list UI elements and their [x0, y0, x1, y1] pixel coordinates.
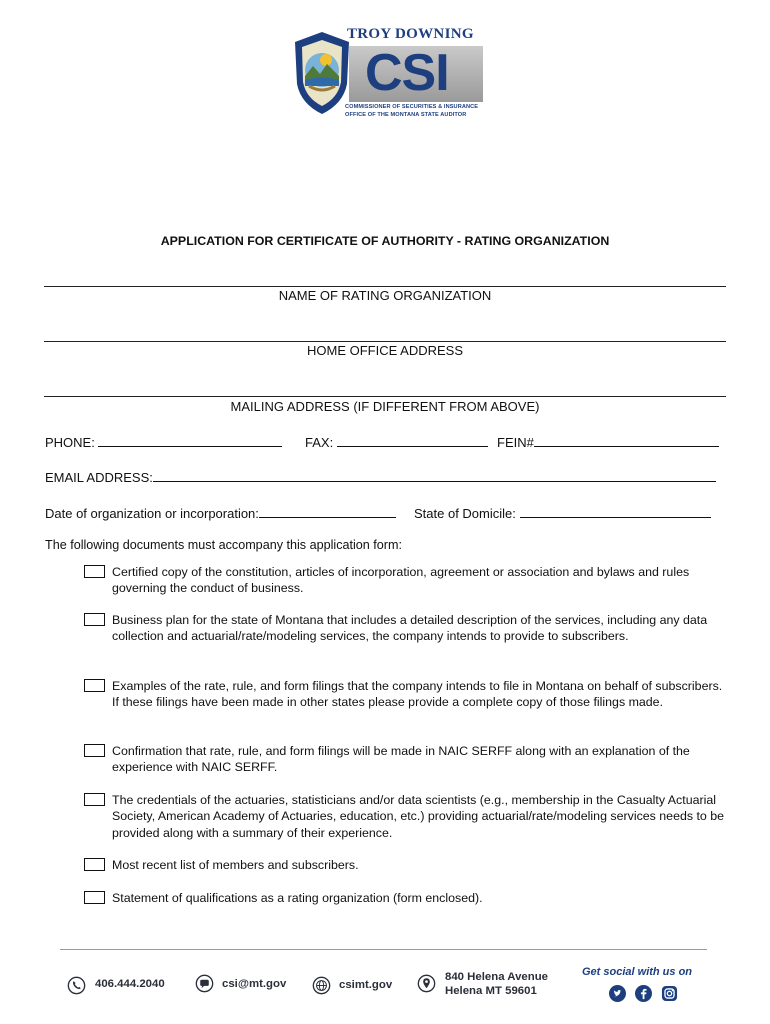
home-office-input-line[interactable]	[44, 341, 726, 342]
footer-website[interactable]: csimt.gov	[339, 979, 393, 991]
fax-label: FAX:	[305, 435, 334, 450]
date-label: Date of organization or incorporation:	[45, 506, 259, 521]
fein-label: FEIN#	[497, 435, 534, 450]
fein-field	[497, 434, 719, 450]
name-caption: NAME OF RATING ORGANIZATION	[278, 288, 492, 303]
fax-input[interactable]	[337, 434, 488, 447]
date-input[interactable]	[259, 505, 396, 518]
fein-input[interactable]	[534, 434, 719, 447]
location-pin-icon	[417, 974, 436, 993]
footer-email[interactable]: csi@mt.gov	[222, 978, 287, 990]
document-checkbox[interactable]	[84, 858, 105, 871]
document-item-text: Examples of the rate, rule, and form filings that the company intends to file in Montana on behalf of subscribers. If these filings have been made in other states please provide a complete copy of those filings made.	[112, 679, 723, 710]
footer-address-line2: Helena MT 59601	[445, 985, 537, 997]
logo-name: TROY DOWNING	[347, 26, 474, 42]
domicile-field	[414, 505, 711, 521]
name-input-line[interactable]	[44, 286, 726, 287]
footer-divider	[60, 949, 707, 950]
email-field	[45, 469, 716, 485]
phone-label: PHONE:	[45, 435, 95, 450]
mailing-input-line[interactable]	[44, 396, 726, 397]
page-title: APPLICATION FOR CERTIFICATE OF AUTHORITY - RATING ORGANIZATION	[160, 234, 610, 248]
footer-address-line1: 840 Helena Avenue	[445, 971, 548, 983]
csi-logo	[293, 26, 493, 122]
phone-field	[45, 434, 282, 450]
document-checkbox[interactable]	[84, 679, 105, 692]
document-checkbox[interactable]	[84, 891, 105, 904]
document-item-text: Certified copy of the constitution, articles of incorporation, agreement or association and bylaws and rules governing the conduct of business.	[112, 565, 690, 596]
domicile-input[interactable]	[520, 505, 711, 518]
logo-acronym: CSI	[365, 44, 449, 102]
logo-subtitle-1: COMMISSIONER OF SECURITIES & INSURANCE	[345, 104, 479, 110]
footer-phone[interactable]: 406.444.2040	[95, 978, 165, 990]
facebook-icon[interactable]	[635, 985, 652, 1002]
date-field	[45, 505, 396, 521]
document-item-text: Business plan for the state of Montana that includes a detailed description of the services, including any data collection and actuarial/rate/modeling services, the company intends to provide to subscribers.	[112, 613, 708, 644]
document-item-text: Statement of qualifications as a rating organization (form enclosed).	[112, 891, 483, 905]
home-office-caption: HOME OFFICE ADDRESS	[306, 343, 464, 358]
phone-input[interactable]	[98, 434, 282, 447]
email-input[interactable]	[153, 469, 716, 482]
logo-subtitle-2: OFFICE OF THE MONTANA STATE AUDITOR	[345, 112, 467, 118]
fax-field	[305, 434, 488, 450]
documents-intro: The following documents must accompany this application form:	[45, 538, 402, 552]
document-item-text: The credentials of the actuaries, statisticians and/or data scientists (e.g., membership in the Casualty Actuarial Society, American Academy of Actuaries, education, etc.) providing actuarial/rate/modeling services needs to be provided along with a summary of their experience.	[112, 793, 725, 840]
document-checkbox[interactable]	[84, 793, 105, 806]
montana-seal-icon	[293, 30, 351, 116]
phone-icon	[67, 976, 86, 995]
document-item-text: Confirmation that rate, rule, and form filings will be made in NAIC SERFF along with an explanation of the experience with NAIC SERFF.	[112, 744, 690, 775]
globe-icon	[312, 976, 331, 995]
chat-icon	[195, 974, 214, 993]
document-checkbox[interactable]	[84, 744, 105, 757]
mailing-caption: MAILING ADDRESS (IF DIFFERENT FROM ABOVE)	[230, 399, 540, 414]
document-checkbox[interactable]	[84, 613, 105, 626]
social-label: Get social with us on	[582, 966, 693, 978]
email-label: EMAIL ADDRESS:	[45, 470, 153, 485]
document-checkbox[interactable]	[84, 565, 105, 578]
document-item-text: Most recent list of members and subscribers.	[112, 858, 359, 872]
domicile-label: State of Domicile:	[414, 506, 516, 521]
twitter-icon[interactable]	[609, 985, 626, 1002]
instagram-icon[interactable]	[661, 985, 678, 1002]
